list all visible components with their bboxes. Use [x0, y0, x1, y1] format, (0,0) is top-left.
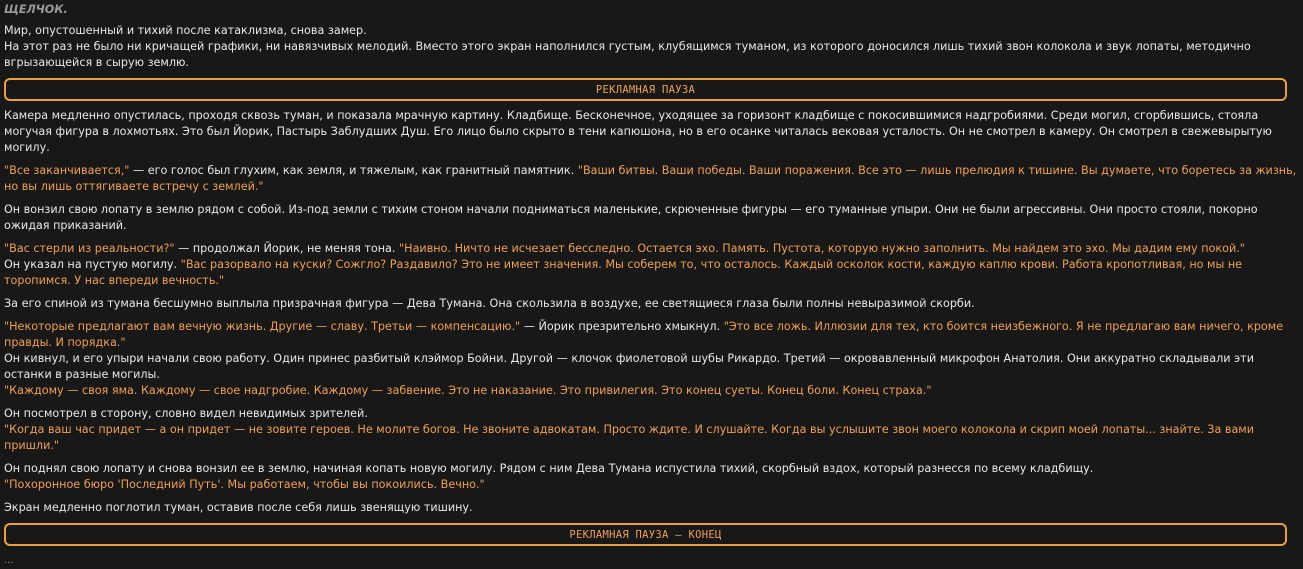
paragraph-11-quote: "Каждому — своя яма. Каждому — свое надгробие. Каждому — забвение. Это не наказание. Это привилегия. Это конец суеты. Конец боли. Конец страха."	[4, 384, 932, 397]
paragraph-7	[4, 257, 1299, 289]
narration: — Йорик презрительно хмыкнул.	[520, 320, 724, 333]
paragraph-12: Он посмотрел в сторону, словно видел невидимых зрителей.	[4, 407, 368, 420]
paragraph-15-quote: "Похоронное бюро 'Последний Путь'. Мы работаем, чтобы вы покоились. Вечно."	[4, 478, 485, 491]
narration: — его голос был глухим, как земля, и тяжелым, как гранитный памятник.	[129, 164, 578, 177]
ad-pause-banner	[4, 78, 1287, 101]
quote: "Вас стерли из реальности?"	[4, 242, 175, 255]
paragraph-1: Мир, опустошенный и тихий после катаклизма, снова замер.	[4, 24, 367, 37]
quote: "Это все ложь. Иллюзии для тех, кто боится неизбежного. Я не предлагаю вам ничего, кроме правды. И порядка."	[4, 320, 1284, 349]
ad-pause-end-banner	[4, 523, 1287, 546]
paragraph-2: На этот раз не было ни кричащей графики, ни навязчивых мелодий. Вместо этого экран наполнился густым, клубящимся туманом, из которого доносился лишь тихий звон колокола и звук лопаты, методично вгрызающейся в сырую землю.	[4, 40, 1251, 69]
narration: Он указал на пустую могилу.	[4, 258, 181, 271]
quote: "Наивно. Ничто не исчезает бесследно. Остается эхо. Память. Пустота, которую нужно заполнить. Мы найдем это эхо. Мы дадим ему покой."	[399, 242, 1245, 255]
quote: "Ваши битвы. Ваши победы. Ваши поражения. Все это — лишь прелюдия к тишине. Вы думаете, что боретесь за жизнь, но вы лишь оттягиваете встречу с землей."	[4, 164, 1297, 193]
paragraph-6	[4, 241, 1299, 257]
paragraph-10: Он кивнул, и его упыри начали свою работу. Один принес разбитый клэймор Бойни. Другой — клочок фиолетовой шубы Рикардо. Третий — окровавленный микрофон Анатолия. Они аккуратно складывали эти останки в разные могилы.	[4, 352, 1254, 381]
quote: "Вас разорвало на куски? Сожгло? Раздавило? Это не имеет значения. Мы соберем то, что осталось. Каждый осколок кости, каждую каплю крови. Работа кропотливая, но мы не торопимся. У нас впереди вечность."	[4, 258, 1243, 287]
narration: — продолжал Йорик, не меняя тона.	[174, 242, 400, 255]
ad-pause-banner-label: РЕКЛАМНАЯ ПАУЗА	[595, 83, 696, 96]
paragraph-3: Камера медленно опустилась, проходя сквозь туман, и показала мрачную картину. Кладбище. Бесконечное, уходящее за горизонт кладбище с покосившимися надгробиями. Среди могил, сгорбившись, стояла могучая фигура в лохмотьях. Это был Йорик, Пастырь Заблудших Душ. Его лицо было скрыто в тени капюшона, но в его осанке читалась вековая усталость. Он не смотрел в камеру. Он смотрел в свежевырытую могилу.	[4, 109, 1272, 154]
quote: "Все заканчивается,"	[4, 164, 130, 177]
paragraph-5: Он вонзил свою лопату в землю рядом с собой. Из-под земли с тихим стоном начали подниматься маленькие, скрюченные фигуры — его туманные упыри. Они не были агрессивны. Они просто стояли, покорно ожидая приказаний.	[4, 203, 1258, 232]
paragraph-16: Экран медленно поглотил туман, оставив после себя лишь звенящую тишину.	[4, 501, 473, 514]
quote: "Некоторые предлагают вам вечную жизнь. Другие — славу. Третьи — компенсацию."	[4, 320, 521, 333]
paragraph-9	[4, 319, 1299, 351]
paragraph-13-quote: "Когда ваш час придет — а он придет — не зовите героев. Не молите богов. Не звоните адвокатам. Просто ждите. И слушайте. Когда вы услышите звон моего колокола и скрип моей лопаты... знайте. За вами пришли."	[4, 423, 1255, 452]
paragraph-8: За его спиной из тумана бесшумно выплыла призрачная фигура — Дева Тумана. Она скользила в воздухе, ее светящиеся глаза были полны невыразимой скорби.	[4, 297, 975, 310]
trailing-ellipsis: ...	[4, 555, 14, 566]
ad-pause-end-banner-label: РЕКЛАМНАЯ ПАУЗА — КОНЕЦ	[569, 528, 722, 541]
top-label: ЩЕЛЧОК.	[4, 3, 68, 16]
paragraph-14: Он поднял свою лопату и снова вонзил ее в землю, начиная копать новую могилу. Рядом с ним Дева Тумана испустила тихий, скорбный вздох, который разнесся по всему кладбищу.	[4, 462, 1094, 475]
paragraph-4	[4, 163, 1299, 195]
